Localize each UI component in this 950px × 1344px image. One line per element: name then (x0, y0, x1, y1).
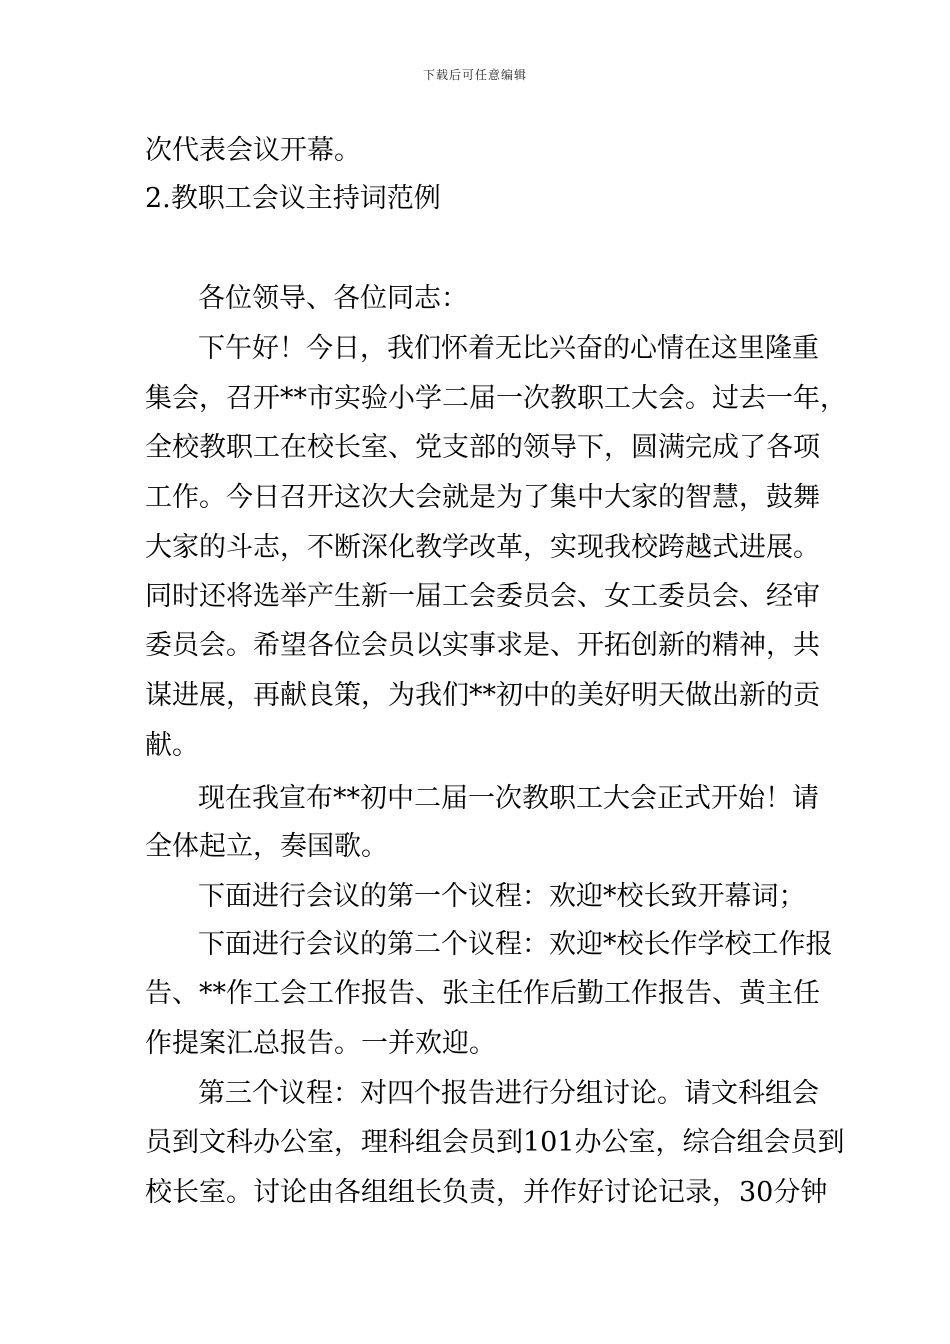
paragraph-line: 同时还将选举产生新一届工会委员会、女工委员会、经审 (145, 581, 820, 612)
paragraph-line: 全校教职工在校长室、党支部的领导下，圆满完成了各项 (145, 432, 820, 463)
paragraph-line: 工作。今日召开这次大会就是为了集中大家的智慧，鼓舞 (145, 482, 820, 513)
agenda-item-1: 下面进行会议的第一个议程：欢迎*校长致开幕词； (198, 881, 806, 912)
agenda-item-3: 第三个议程：对四个报告进行分组讨论。请文科组会 (198, 1078, 819, 1109)
paragraph-line: 献。 (145, 730, 199, 761)
text-line: 次代表会议开幕。 (145, 135, 361, 166)
paragraph-line: 现在我宣布**初中二届一次教职工大会正式开始！请 (198, 783, 819, 814)
paragraph-line: 员到文科办公室，理科组会员到101办公室，综合组会员到 (145, 1127, 845, 1158)
paragraph-line: 集会，召开**市实验小学二届一次教职工大会。过去一年， (145, 383, 847, 414)
section-heading: 2.教职工会议主持词范例 (145, 183, 441, 214)
page-header: 下载后可任意编辑 (422, 68, 527, 82)
paragraph-line: 下午好！今日，我们怀着无比兴奋的心情在这里隆重 (198, 333, 819, 364)
salutation: 各位领导、各位同志： (198, 283, 468, 314)
paragraph-line: 作提案汇总报告。一并欢迎。 (145, 1028, 496, 1059)
paragraph-line: 大家的斗志，不断深化教学改革，实现我校跨越式进展。 (145, 532, 820, 563)
agenda-item-2: 下面进行会议的第二个议程：欢迎*校长作学校工作报 (198, 929, 833, 960)
paragraph-line: 全体起立，奏国歌。 (145, 831, 388, 862)
paragraph-line: 谋进展，再献良策，为我们**初中的美好明天做出新的贡 (145, 680, 820, 711)
paragraph-line: 校长室。讨论由各组组长负责，并作好讨论记录，30分钟 (145, 1177, 828, 1208)
paragraph-line: 委员会。希望各位会员以实事求是、开拓创新的精神，共 (145, 630, 820, 661)
paragraph-line: 告、**作工会工作报告、张主任作后勤工作报告、黄主任 (145, 978, 820, 1009)
